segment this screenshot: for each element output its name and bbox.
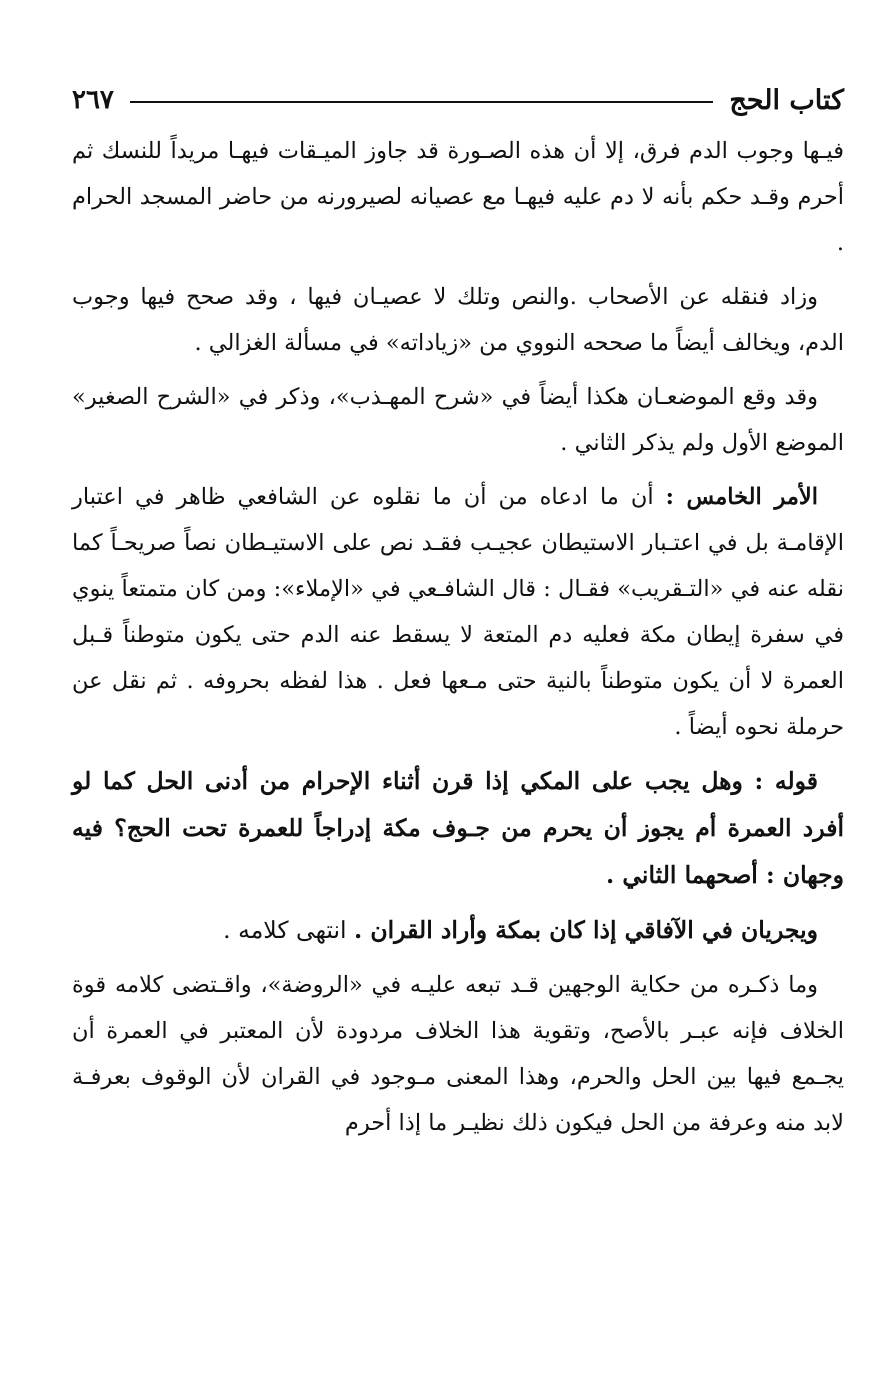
- paragraph-7: وما ذكـره من حكاية الوجهين قـد تبعه عليـه في «الروضة»، واقـتضى كلامه قوة الخلاف فإنه عبـر بالأصح، وتقوية هذا الخلاف مردودة لأن المعتبر في العمرة أن يجـمع فيها بين الحل والحرم، وهذا المعنى مـوجود في القران لأن الوقوف بعرفـة لابد منه وعرفة من الحل فيكون ذلك نظيـر ما إذا أحرم: [72, 972, 844, 1136]
- quoted-continuation-end: انتهى كلامه .: [223, 916, 355, 944]
- paragraph-4-lead: الأمر الخامس :: [665, 484, 818, 510]
- paragraph-4-text: أن ما ادعاه من أن ما نقلوه عن الشافعي ظاهر في اعتبار الإقامـة بل في اعتـبار الاستيطان عجيـب فقـد نص على الاستيـطان نصاً صريحـاً كما نقله عنه في «التـقريب» فقـال : قال الشافـعي في «الإملاء»: ومن كان متمتعاً ينوي في سفرة إيطان مكة فعليه دم المتعة لا يسقط عنه الدم حتى يكون متوطناً قـبل العمرة لا أن يكون متوطناً بالنية حتى مـعها فعل . هذا لفظه بحروفه . ثم نقل عن حرملة نحوه أيضاً .: [72, 484, 844, 740]
- paragraph-3: وقد وقع الموضعـان هكذا أيضاً في «شرح المهـذب»، وذكر في «الشرح الصغير» الموضع الأول ولم يذكر الثاني .: [72, 384, 844, 456]
- quoted-continuation-lead: ويجريان في الآفاقي إذا كان بمكة وأراد القران .: [354, 916, 818, 944]
- body-text: [72, 128, 844, 1146]
- header-rule: [130, 101, 713, 103]
- page-header: [72, 78, 844, 122]
- book-page: [72, 78, 844, 1358]
- quoted-statement: قوله : وهل يجب على المكي إذا قرن أثناء الإحرام من أدنى الحل كما لو أفرد العمرة أم يجوز أن يحرم من جـوف مكة إدراجاً للعمرة تحت الحج؟ فيه وجهان : أصحهما الثاني .: [72, 767, 844, 889]
- quoted-continuation: [72, 907, 844, 954]
- paragraph-1: فيـها وجوب الدم فرق، إلا أن هذه الصـورة قد جاوز الميـقات فيهـا مريداً للنسك ثم أحرم وقـد حكم بأنه لا دم عليه فيهـا مع عصيانه لصيرورنه من حاضر المسجد الحرام .: [72, 138, 844, 256]
- paragraph-2: وزاد فنقله عن الأصحاب .والنص وتلك لا عصيـان فيها ، وقد صحح فيها وجوب الدم، ويخالف أيضاً ما صححه النووي من «زياداته» في مسألة الغزالي .: [72, 284, 844, 356]
- paragraph-4: [72, 474, 844, 750]
- running-title: كتاب الحج: [729, 84, 844, 116]
- page-number: ٢٦٧: [72, 85, 114, 115]
